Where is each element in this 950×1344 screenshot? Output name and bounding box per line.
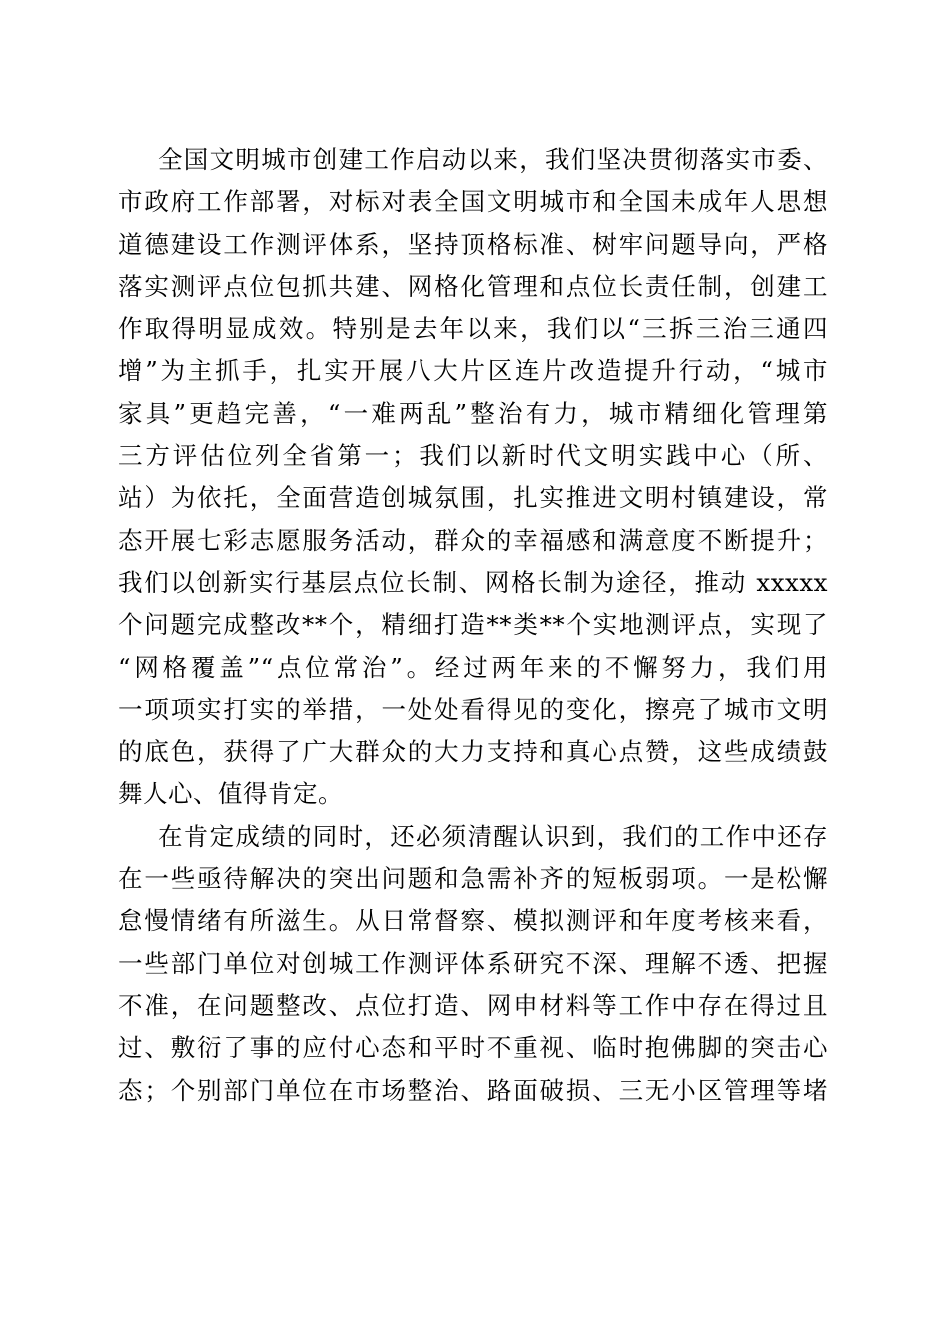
paragraph-line: “网格覆盖”“点位常治”。经过两年来的不懈努力，我们用: [118, 652, 828, 682]
paragraph-line: 不准，在问题整改、点位打造、网申材料等工作中存在得过且: [118, 990, 828, 1020]
paragraph-line: 市政府工作部署，对标对表全国文明城市和全国未成年人思想: [118, 187, 828, 217]
paragraph-line: 态；个别部门单位在市场整治、路面破损、三无小区管理等堵: [118, 1075, 828, 1105]
paragraph-line: 落实测评点位包抓共建、网格化管理和点位长责任制，创建工: [118, 271, 828, 301]
paragraph-line: 怠慢情绪有所滋生。从日常督察、模拟测评和年度考核来看，: [118, 906, 828, 936]
paragraph-line: 态开展七彩志愿服务活动，群众的幸福感和满意度不断提升；: [118, 525, 828, 555]
paragraph-line: 过、敷衍了事的应付心态和平时不重视、临时抱佛脚的突击心: [118, 1033, 828, 1063]
paragraph-line: 一项项实打实的举措，一处处看得见的变化，擦亮了城市文明: [118, 694, 828, 724]
document-body: [118, 139, 828, 1112]
paragraph-line: 三方评估位列全省第一；我们以新时代文明实践中心（所、: [118, 441, 828, 471]
paragraph-line: 在肯定成绩的同时，还必须清醒认识到，我们的工作中还存: [158, 821, 828, 851]
paragraph-line: 在一些亟待解决的突出问题和急需补齐的短板弱项。一是松懈: [118, 864, 828, 894]
paragraph-line: 家具”更趋完善，“一难两乱”整治有力，城市精细化管理第: [118, 398, 828, 428]
paragraph-line: 的底色，获得了广大群众的大力支持和真心点赞，这些成绩鼓: [118, 737, 828, 767]
paragraph-line: 一些部门单位对创城工作测评体系研究不深、理解不透、把握: [118, 948, 828, 978]
paragraph-line: 个问题完成整改**个，精细打造**类**个实地测评点，实现了: [118, 610, 828, 640]
paragraph-line: 全国文明城市创建工作启动以来，我们坚决贯彻落实市委、: [158, 145, 828, 174]
paragraph-line: 道德建设工作测评体系，坚持顶格标准、树牢问题导向，严格: [118, 229, 828, 259]
paragraph-line: 站）为依托，全面营造创城氛围，扎实推进文明村镇建设，常: [118, 483, 828, 513]
paragraph-line: 我们以创新实行基层点位长制、网格长制为途径，推动 xxxxx: [118, 567, 828, 597]
paragraph-line: 作取得明显成效。特别是去年以来，我们以“三拆三治三通四: [118, 314, 828, 344]
paragraph-line: 增”为主抓手，扎实开展八大片区连片改造提升行动，“城市: [118, 356, 828, 386]
paragraph-line: 舞人心、值得肯定。: [118, 779, 343, 809]
